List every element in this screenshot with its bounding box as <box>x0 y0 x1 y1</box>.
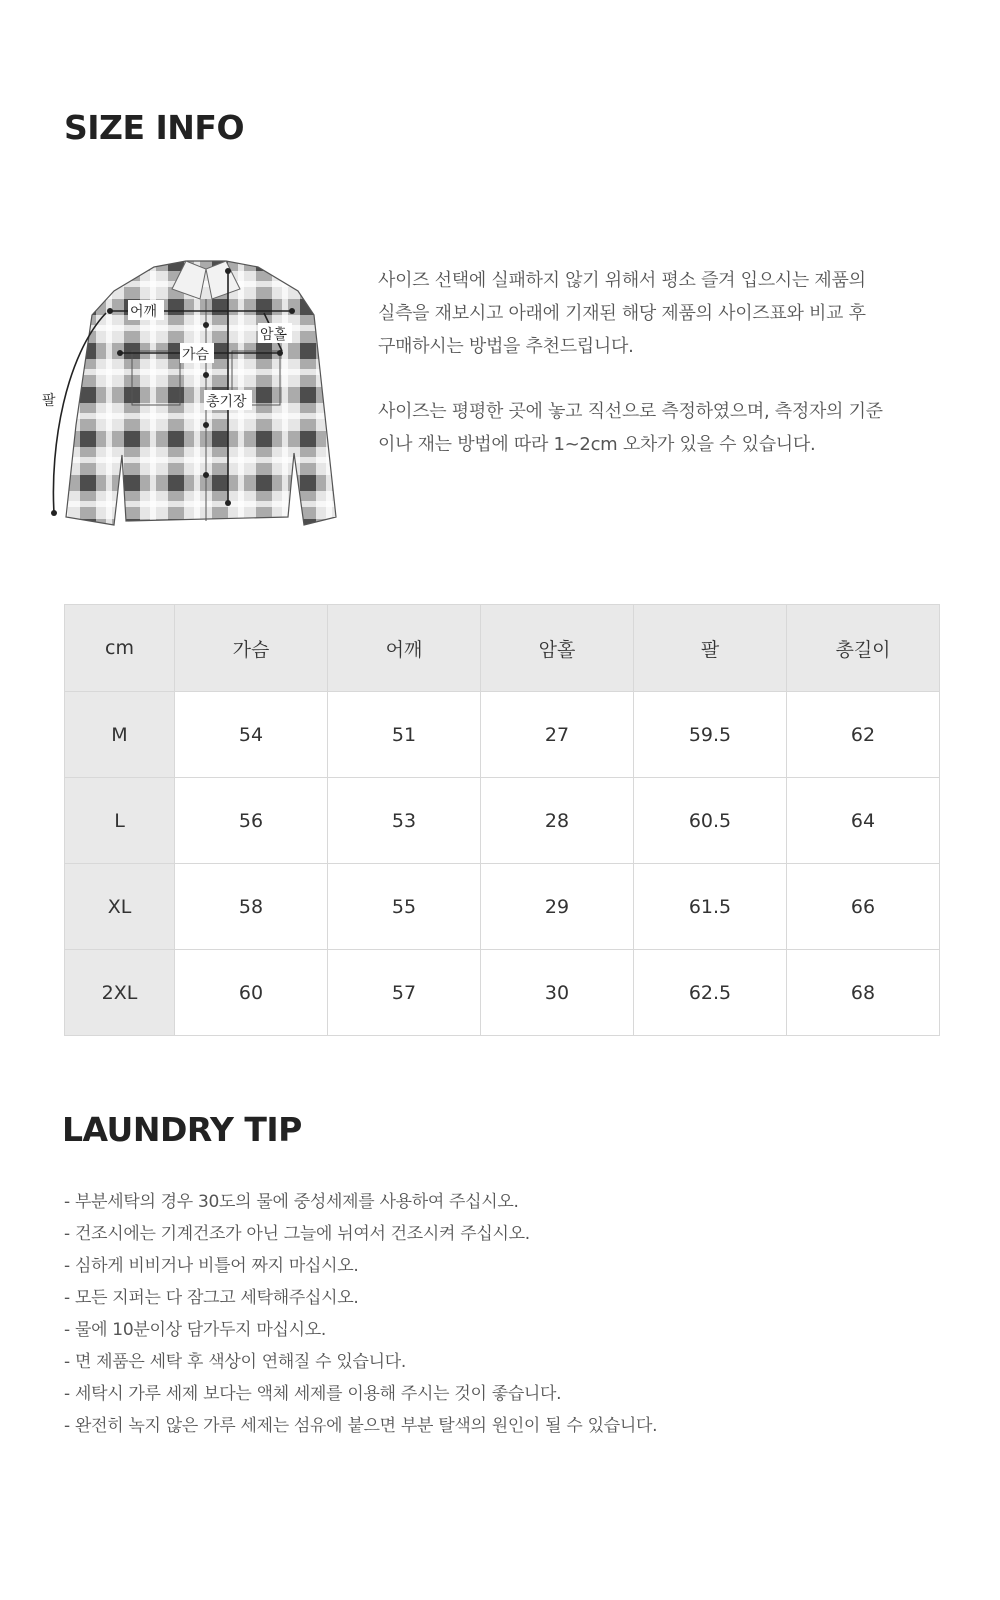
table-cell: 51 <box>328 692 481 778</box>
list-item: - 완전히 녹지 않은 가루 세제는 섬유에 붙으면 부분 탈색의 원인이 될 수 있습니다. <box>64 1410 964 1442</box>
size-info-title: SIZE INFO <box>64 108 244 147</box>
table-cell: 28 <box>481 778 634 864</box>
table-cell: 61.5 <box>634 864 787 950</box>
size-table <box>64 604 940 1036</box>
list-item: - 건조시에는 기계건조가 아닌 그늘에 뉘여서 건조시켜 주십시오. <box>64 1218 964 1250</box>
laundry-tip-list <box>64 1186 964 1442</box>
list-item: - 물에 10분이상 담가두지 마십시오. <box>64 1314 964 1346</box>
size-label: 2XL <box>65 950 175 1036</box>
list-item: - 심하게 비비거나 비틀어 짜지 마십시오. <box>64 1250 964 1282</box>
table-cell: 57 <box>328 950 481 1036</box>
table-cell: 30 <box>481 950 634 1036</box>
size-label: M <box>65 692 175 778</box>
table-row <box>65 950 940 1036</box>
header-chest: 가슴 <box>175 605 328 692</box>
header-unit: cm <box>65 605 175 692</box>
table-cell: 66 <box>787 864 940 950</box>
shirt-measurement-diagram <box>36 255 356 545</box>
shirt-body <box>66 261 336 525</box>
list-item: - 모든 지퍼는 다 잠그고 세탁해주십시오. <box>64 1282 964 1314</box>
table-row <box>65 864 940 950</box>
table-cell: 68 <box>787 950 940 1036</box>
size-table-header <box>65 605 940 692</box>
label-total-length: 총기장 <box>206 394 247 410</box>
laundry-tip-title: LAUNDRY TIP <box>62 1110 302 1149</box>
header-total-length: 총길이 <box>787 605 940 692</box>
table-cell: 53 <box>328 778 481 864</box>
header-armhole: 암홀 <box>481 605 634 692</box>
table-cell: 56 <box>175 778 328 864</box>
table-cell: 60 <box>175 950 328 1036</box>
list-item: - 세탁시 가루 세제 보다는 액체 세제를 이용해 주시는 것이 좋습니다. <box>64 1378 964 1410</box>
table-row <box>65 692 940 778</box>
list-item: - 면 제품은 세탁 후 색상이 연해질 수 있습니다. <box>64 1346 964 1378</box>
table-cell: 29 <box>481 864 634 950</box>
table-cell: 27 <box>481 692 634 778</box>
list-item: - 부분세탁의 경우 30도의 물에 중성세제를 사용하여 주십시오. <box>64 1186 964 1218</box>
header-shoulder: 어깨 <box>328 605 481 692</box>
table-cell: 64 <box>787 778 940 864</box>
label-shoulder: 어깨 <box>130 304 158 320</box>
table-row <box>65 778 940 864</box>
size-label: L <box>65 778 175 864</box>
label-sleeve: 팔 <box>42 393 56 409</box>
label-armhole: 암홀 <box>260 327 288 343</box>
table-cell: 54 <box>175 692 328 778</box>
size-description-1: 사이즈 선택에 실패하지 않기 위해서 평소 즐겨 입으시는 제품의 실측을 재보시고 아래에 기재된 해당 제품의 사이즈표와 비교 후 구매하시는 방법을 추천드립니다. <box>378 270 866 357</box>
table-cell: 62.5 <box>634 950 787 1036</box>
size-label: XL <box>65 864 175 950</box>
table-cell: 59.5 <box>634 692 787 778</box>
table-cell: 62 <box>787 692 940 778</box>
table-cell: 55 <box>328 864 481 950</box>
size-description-2: 사이즈는 평평한 곳에 놓고 직선으로 측정하였으며, 측정자의 기준 이나 재는 방법에 따라 1~2cm 오차가 있을 수 있습니다. <box>378 401 883 455</box>
header-sleeve: 팔 <box>634 605 787 692</box>
table-cell: 58 <box>175 864 328 950</box>
table-cell: 60.5 <box>634 778 787 864</box>
label-chest: 가슴 <box>182 347 210 363</box>
